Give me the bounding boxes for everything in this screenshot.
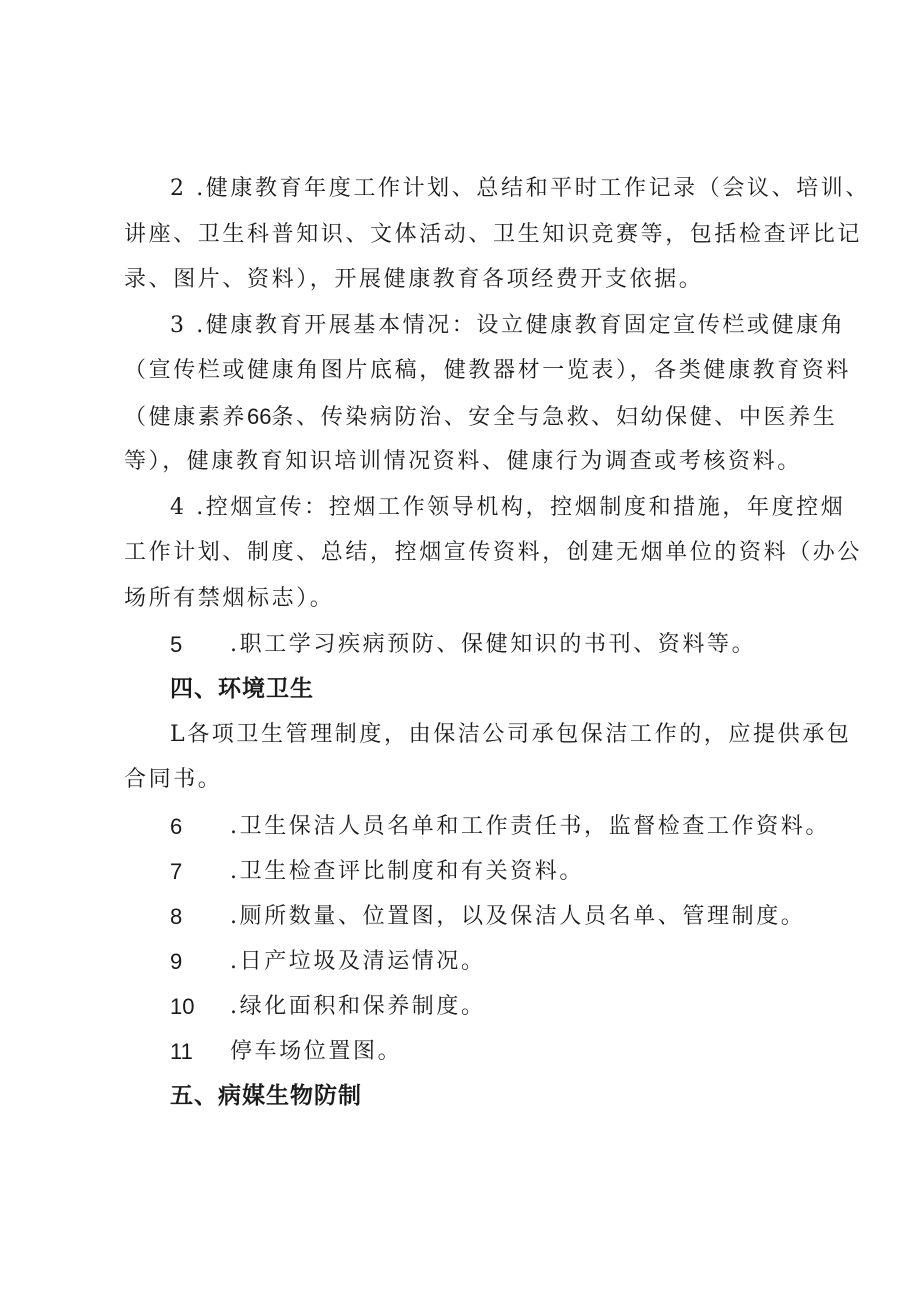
health-literacy-count: 66 bbox=[247, 404, 272, 429]
list-item-text: 停车场位置图。 bbox=[230, 1039, 403, 1064]
section-4-intro-line-1: L各项卫生管理制度，由保洁公司承包保洁工作的，应提供承包 bbox=[170, 722, 852, 747]
list-item-text: .绿化面积和保养制度。 bbox=[230, 994, 486, 1019]
paragraph-3-line-3-start: （健康素养 bbox=[124, 405, 248, 430]
list-item-number: 9 bbox=[170, 949, 183, 974]
paragraph-4-line-3: 场所有禁烟标志）。 bbox=[124, 586, 335, 611]
list-item-text: .卫生保洁人员名单和工作责任书，监督检查工作资料。 bbox=[230, 814, 830, 839]
list-item-text: .卫生检查评比制度和有关资料。 bbox=[230, 859, 584, 884]
list-item-text: .厕所数量、位置图，以及保洁人员名单、管理制度。 bbox=[230, 904, 806, 929]
paragraph-3-line-1: 3 .健康教育开展基本情况：设立健康教育固定宣传栏或健康角 bbox=[170, 313, 846, 338]
paragraph-4-line-2: 工作计划、制度、总结，控烟宣传资料，创建无烟单位的资料（办公 bbox=[124, 540, 863, 565]
paragraph-5-text: .职工学习疾病预防、保健知识的书刊、资料等。 bbox=[230, 632, 757, 657]
list-item-number: 6 bbox=[170, 814, 183, 839]
section-5-heading: 五、病媒生物防制 bbox=[170, 1083, 362, 1109]
section-4-intro-line-2: 合同书。 bbox=[124, 767, 223, 792]
paragraph-3-line-3 bbox=[124, 402, 837, 433]
list-item-number: 8 bbox=[170, 904, 183, 929]
list-item-text: .日产垃圾及清运情况。 bbox=[230, 949, 486, 974]
paragraph-2-line-3: 录、图片、资料），开展健康教育各项经费开支依据。 bbox=[124, 267, 704, 292]
paragraph-3-line-4: 等），健康教育知识培训情况资料、健康行为调查或考核资料。 bbox=[124, 449, 802, 474]
list-item-number: 11 bbox=[170, 1039, 193, 1064]
paragraph-5-number: 5 bbox=[170, 632, 183, 657]
paragraph-3-line-3-end: 条、传染病防治、安全与急救、妇幼保健、中医养生 bbox=[271, 405, 838, 430]
paragraph-2-line-1: 2 .健康教育年度工作计划、总结和平时工作记录（会议、培训、 bbox=[170, 176, 870, 201]
paragraph-4-line-1: 4 .控烟宣传：控烟工作领导机构，控烟制度和措施，年度控烟 bbox=[170, 495, 846, 520]
list-item-number: 10 bbox=[170, 994, 195, 1019]
paragraph-3-line-2: （宣传栏或健康角图片底稿，健教器材一览表），各类健康教育资料 bbox=[124, 358, 852, 383]
paragraph-2-line-2: 讲座、卫生科普知识、文体活动、卫生知识竞赛等，包括检查评比记 bbox=[124, 222, 863, 247]
section-4-heading: 四、环境卫生 bbox=[170, 676, 314, 702]
list-item-number: 7 bbox=[170, 859, 183, 884]
